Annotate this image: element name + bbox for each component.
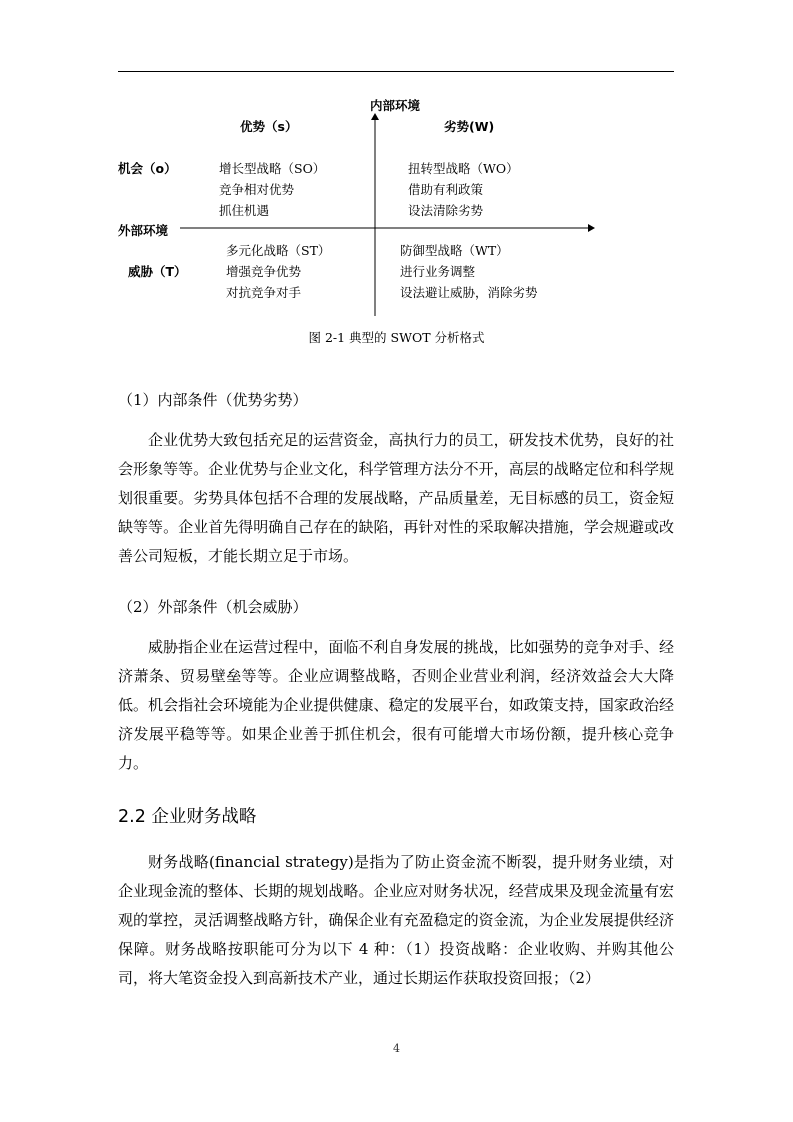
wt-line-3: 设法避让威胁，消除劣势 (400, 285, 538, 300)
weaknesses-header: 劣势(W) (444, 119, 495, 134)
horizontal-axis-label: 外部环境 (118, 223, 169, 238)
vertical-axis-label: 内部环境 (370, 98, 421, 113)
strengths-header: 优势（s） (240, 119, 298, 134)
paragraph-financial-strategy: 财务战略(financial strategy)是指为了防止资金流不断裂，提升财务业绩，对企业现金流的整体、长期的规划战略。企业应对财务状况，经营成果及现金流量有宏观的掌控，灵活调整战略方针，确保企业有充盈稳定的资金流，为企业发展提供经济保障。财务战略按职能可分为以下 4 种：（1）投资战略：企业收购、并购其他公司，将大笔资金投入到高新技术产业，通过长期运作获取投资回报；（2） (118, 853, 674, 987)
wt-quadrant (400, 240, 538, 303)
opportunities-label: 机会（o） (118, 161, 177, 176)
wo-line-2: 借助有利政策 (408, 182, 484, 197)
subsection-heading-internal: （1）内部条件（优势劣势） (118, 391, 308, 409)
wo-quadrant (408, 158, 519, 221)
swot-diagram (0, 0, 793, 340)
so-line-1: 增长型战略（SO） (219, 161, 326, 176)
figure-caption: 图 2-1 典型的 SWOT 分析格式 (308, 330, 485, 345)
st-line-1: 多元化战略（ST） (226, 243, 331, 258)
so-line-2: 竞争相对优势 (219, 182, 295, 197)
st-line-2: 增强竞争优势 (226, 264, 302, 279)
wo-line-3: 设法清除劣势 (408, 203, 484, 218)
wt-line-2: 进行业务调整 (400, 264, 476, 279)
st-quadrant (226, 240, 330, 303)
so-quadrant (219, 158, 325, 221)
st-line-3: 对抗竞争对手 (226, 285, 302, 300)
paragraph-internal-conditions: 企业优势大致包括充足的运营资金，高执行力的员工，研发技术优势，良好的社会形象等等。企业优势与企业文化，科学管理方法分不开，高层的战略定位和科学规划很重要。劣势具体包括不合理的发展战略，产品质量差，无目标感的员工，资金短缺等等。企业首先得明确自己存在的缺陷，再针对性的采取解决措施，学会规避或改善公司短板，才能长期立足于市场。 (118, 431, 674, 565)
subsection-heading-external: （2）外部条件（机会威胁） (118, 598, 308, 616)
page-number: 4 (393, 1042, 400, 1055)
so-line-3: 抓住机遇 (219, 203, 270, 218)
section-heading: 2.2 企业财务战略 (118, 807, 257, 827)
paragraph-external-conditions: 威胁指企业在运营过程中，面临不利自身发展的挑战，比如强势的竞争对手、经济萧条、贸易壁垒等等。企业应调整战略，否则企业营业利润，经济效益会大大降低。机会指社会环境能为企业提供健康、稳定的发展平台，如政策支持，国家政治经济发展平稳等等。如果企业善于抓住机会，很有可能增大市场份额，提升核心竞争力。 (118, 638, 674, 772)
threats-label: 威胁（T） (128, 264, 187, 279)
wo-line-1: 扭转型战略（WO） (408, 161, 519, 176)
wt-line-1: 防御型战略（WT） (400, 243, 509, 258)
